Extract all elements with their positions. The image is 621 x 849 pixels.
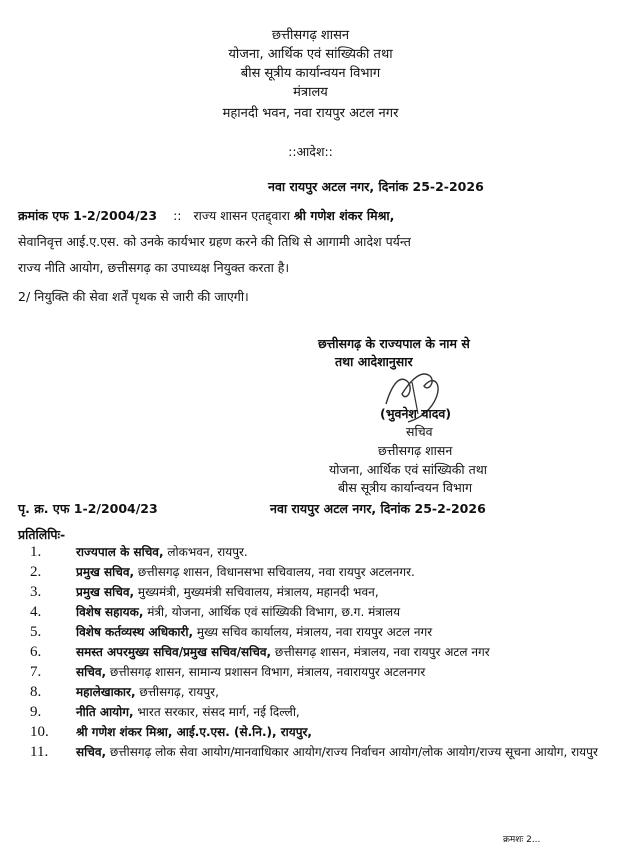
appointee-name: श्री गणेश शंकर मिश्रा, (293, 208, 395, 223)
copy-item-addressee: महालेखाकार, (76, 685, 136, 699)
endorsement-date: नवा रायपुर अटल नगर, दिनांक 25-2-2026 (270, 501, 486, 516)
copy-item-text (76, 565, 605, 580)
signatory-dept3: बीस सूत्रीय कार्यान्वयन विभाग (338, 480, 473, 495)
copy-item-addressee: विशेष सहायक, (76, 605, 144, 619)
copy-item-text (76, 725, 605, 740)
copy-item-address: मुख्यमंत्री, मुख्यमंत्री सचिवालय, मंत्रालय, महानदी भवन, (134, 585, 379, 599)
order-separator: :: (173, 208, 182, 223)
order-date: नवा रायपुर अटल नगर, दिनांक 25-2-2026 (268, 179, 484, 194)
copy-item-text (76, 625, 605, 640)
copy-item (30, 605, 605, 620)
authority-line2: तथा आदेशानुसार (335, 354, 413, 369)
copy-item-number: 6. (30, 644, 42, 660)
copy-item-number: 2. (30, 564, 42, 580)
copy-item-number: 5. (30, 624, 42, 640)
copy-heading: प्रतिलिपिः- (18, 527, 66, 542)
copy-item-number: 3. (30, 584, 42, 600)
copy-item (30, 725, 605, 740)
copy-item-addressee: सचिव, (76, 665, 107, 679)
copy-item-address: छत्तीसगढ़ शासन, सामान्य प्रशासन विभाग, मंत्रालय, नवारायपुर अटलनगर (106, 665, 426, 679)
copy-item-addressee: प्रमुख सचिव, (76, 565, 135, 579)
copy-item-address: मुख्य सचिव कार्यालय, मंत्रालय, नवा रायपुर अटल नगर (193, 625, 433, 639)
copy-item-addressee: विशेष कर्तव्यस्थ अधिकारी, (76, 625, 194, 639)
copy-item-address: लोकभवन, रायपुर. (163, 545, 248, 559)
copy-item-addressee: नीति आयोग, (76, 705, 134, 719)
authority-line1: छत्तीसगढ़ के राज्यपाल के नाम से (318, 336, 470, 351)
copy-item-number: 7. (30, 664, 42, 680)
signatory-dept1: छत्तीसगढ़ शासन (378, 443, 453, 458)
copy-item (30, 645, 605, 660)
copy-item (30, 545, 605, 560)
copy-item-address: छत्तीसगढ़ शासन, विधानसभा सचिवालय, नवा रायपुर अटलनगर. (134, 565, 415, 579)
copy-item-text (76, 665, 605, 680)
order-number: क्रमांक एफ 1-2/2004/23 (18, 208, 158, 223)
copy-item-text (76, 745, 605, 760)
copy-item-addressee: सचिव, (76, 745, 107, 759)
copy-item-number: 10. (30, 724, 49, 740)
copy-item-addressee: प्रमुख सचिव, (76, 585, 135, 599)
copy-item (30, 585, 605, 600)
copy-item (30, 625, 605, 640)
endorsement-number: पृ. क्र. एफ 1-2/2004/23 (18, 501, 158, 516)
header-govt: छत्तीसगढ़ शासन (271, 28, 350, 43)
signatory-name: (भुवनेश यादव) (380, 406, 452, 421)
order-title: ::आदेश:: (288, 144, 333, 159)
copy-item-number: 9. (30, 704, 42, 720)
order-line2: सेवानिवृत्त आई.ए.एस. को उनके कार्यभार ग्रहण करने की तिथि से आगामी आदेश पर्यन्त (18, 234, 411, 249)
copy-item (30, 685, 605, 700)
copy-item-number: 8. (30, 684, 42, 700)
copy-item-address: भारत सरकार, संसद मार्ग, नई दिल्ली, (133, 705, 300, 719)
copy-item-text (76, 585, 605, 600)
copy-item-number: 11. (30, 744, 49, 760)
copy-item-addressee: राज्यपाल के सचिव, (76, 545, 164, 559)
copy-item-number: 4. (30, 604, 42, 620)
copy-item-text (76, 645, 605, 660)
copy-item-text (76, 685, 605, 700)
copy-item-addressee: समस्त अपरमुख्य सचिव/प्रमुख सचिव/सचिव, (76, 645, 272, 659)
copy-item-address: छत्तीसगढ़ लोक सेवा आयोग/मानवाधिकार आयोग/राज्य निर्वाचन आयोग/लोक आयोग/राज्य सूचना आयोग, रायपुर (106, 745, 598, 759)
copy-item-address: छत्तीसगढ़, रायपुर, (135, 685, 219, 699)
copy-item (30, 565, 605, 580)
order-line1 (18, 207, 603, 224)
page-continue: क्रमशः 2... (503, 835, 541, 845)
order-para2: 2/ नियुक्ति की सेवा शर्तें पृथक से जारी की जाएगी। (18, 289, 249, 304)
copy-item-number: 1. (30, 544, 42, 560)
copy-item-text (76, 545, 605, 560)
order-text-start: राज्य शासन एतद्द्वारा (193, 208, 290, 223)
signatory-dept2: योजना, आर्थिक एवं सांख्यिकी तथा (329, 462, 487, 477)
signatory-designation: सचिव (406, 424, 433, 439)
copy-item-addressee: श्री गणेश शंकर मिश्रा, आई.ए.एस. (से.नि.), रायपुर, (76, 725, 312, 739)
copy-item (30, 665, 605, 680)
copy-item (30, 705, 605, 720)
header-dept-line1: योजना, आर्थिक एवं सांख्यिकी तथा (228, 47, 393, 62)
copy-item-address: मंत्री, योजना, आर्थिक एवं सांख्यिकी विभाग, छ.ग. मंत्रालय (143, 605, 401, 619)
copy-item-text (76, 705, 605, 720)
header-dept-line2: बीस सूत्रीय कार्यान्वयन विभाग (240, 66, 381, 81)
copy-item-text (76, 605, 605, 620)
order-line3: राज्य नीति आयोग, छत्तीसगढ़ का उपाध्यक्ष नियुक्त करता है। (18, 260, 290, 275)
copy-item (30, 745, 605, 760)
header-mantralaya: मंत्रालय (293, 85, 328, 100)
copy-item-address: छत्तीसगढ़ शासन, मंत्रालय, नवा रायपुर अटल नगर (271, 645, 490, 659)
header-address: महानदी भवन, नवा रायपुर अटल नगर (222, 106, 399, 121)
copy-list (30, 545, 605, 765)
